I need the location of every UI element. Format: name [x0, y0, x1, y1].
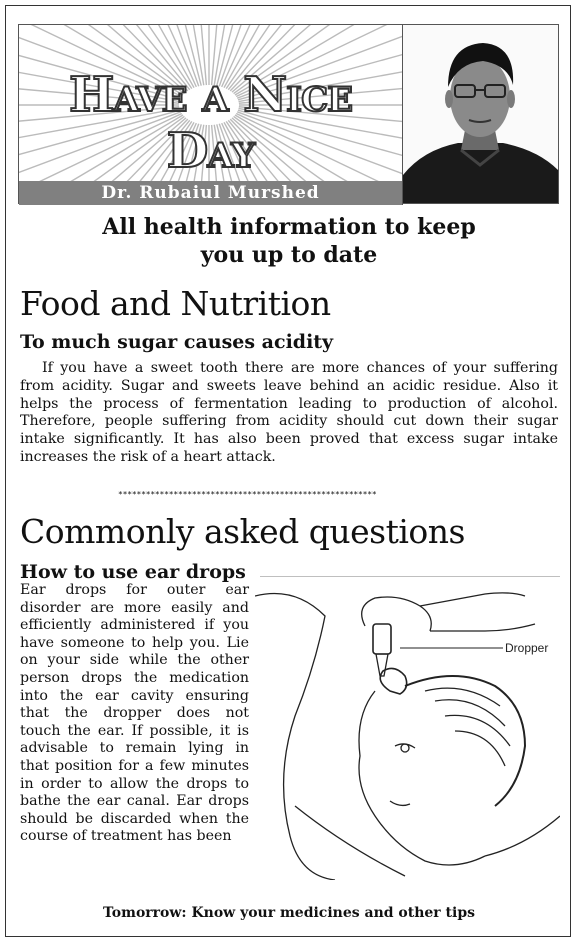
- separator: ********************************************************: [118, 490, 377, 499]
- banner-title: Have a Nice Day: [68, 67, 353, 179]
- section-heading-food-nutrition: Food and Nutrition: [20, 284, 331, 323]
- author-photo: [403, 25, 558, 203]
- ear-drops-illustration: [255, 576, 560, 880]
- banner: [19, 25, 403, 205]
- article-body-sugar: If you have a sweet tooth there are more chances of your suffering from acidity. Sugar and sweets leave behind an acidic residue. Also it helps the process of fermentation leading to production of alcohol. Therefore, people suffering from acidity should cut down their sugar intake significantly. It has also been proved that excess sugar intake increases the risk of a heart attack.: [20, 360, 558, 465]
- article-title-sugar: To much sugar causes acidity: [20, 331, 334, 353]
- author-byline: Dr. Rubaiul Murshed: [19, 181, 402, 205]
- article-title-ear-drops: How to use ear drops: [20, 561, 246, 583]
- section-heading-faq: Commonly asked questions: [20, 512, 465, 551]
- article-body-ear-drops: Ear drops for outer ear disorder are more easily and efficiently administered if you have someone to help you. Lie on your side while the other person drops the medication into the ear cavity ensuring that the dropper does not touch the ear. If possible, it is advisable to remain lying in that position for a few minutes in order to allow the drops to bathe the ear canal. Ear drops should be discarded when the course of treatment has been: [20, 582, 249, 845]
- dropper-label: Dropper: [505, 641, 549, 655]
- column-header: [18, 24, 559, 204]
- tagline: All health information to keep you up to date: [102, 214, 476, 268]
- footer-teaser: Tomorrow: Know your medicines and other tips: [102, 905, 476, 921]
